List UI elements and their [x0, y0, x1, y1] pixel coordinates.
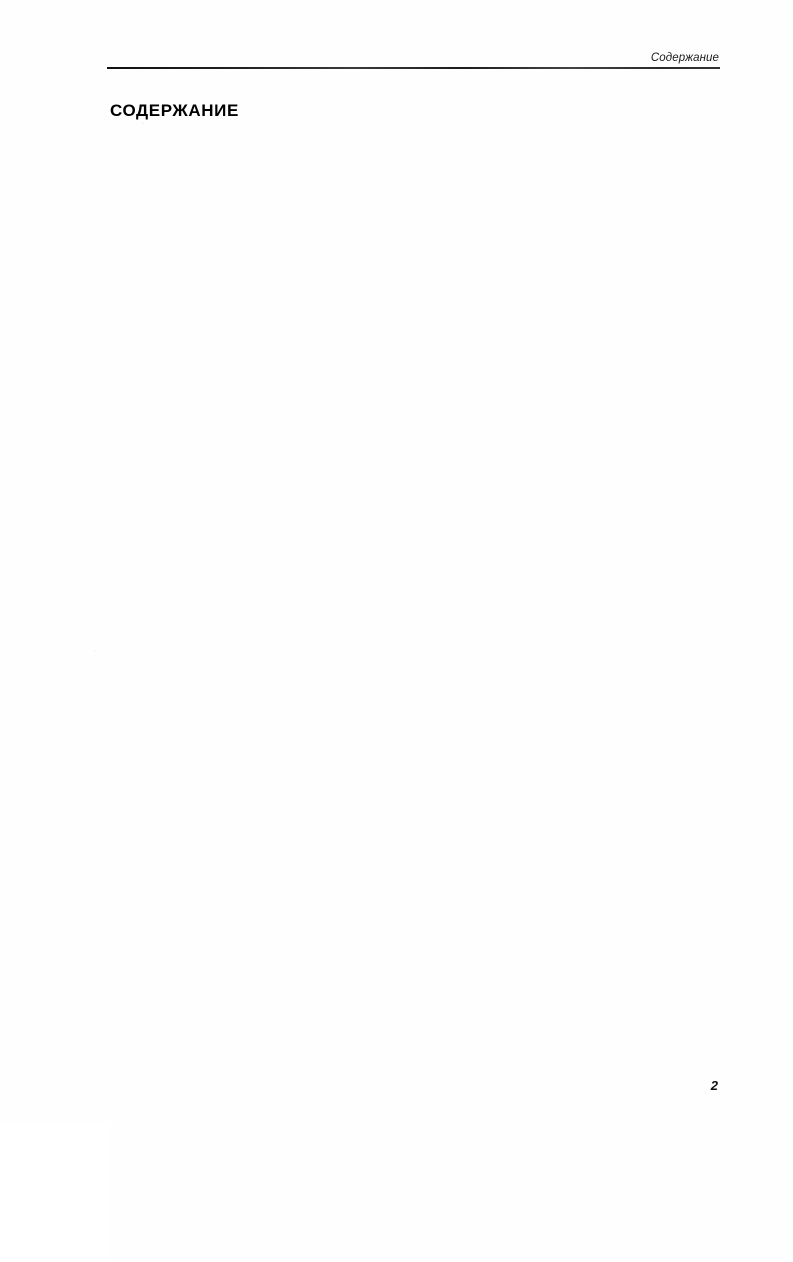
table-of-contents	[110, 140, 718, 1166]
toc-entry[interactable]	[110, 1145, 718, 1166]
running-header-title: Содержание	[650, 52, 719, 64]
toc-entry-page-number	[110, 140, 793, 1262]
page-title: СОДЕРЖАНИЕ	[110, 101, 239, 120]
header-rule	[107, 67, 720, 69]
folio-page-number: 2	[710, 1078, 718, 1093]
running-header	[107, 52, 720, 69]
